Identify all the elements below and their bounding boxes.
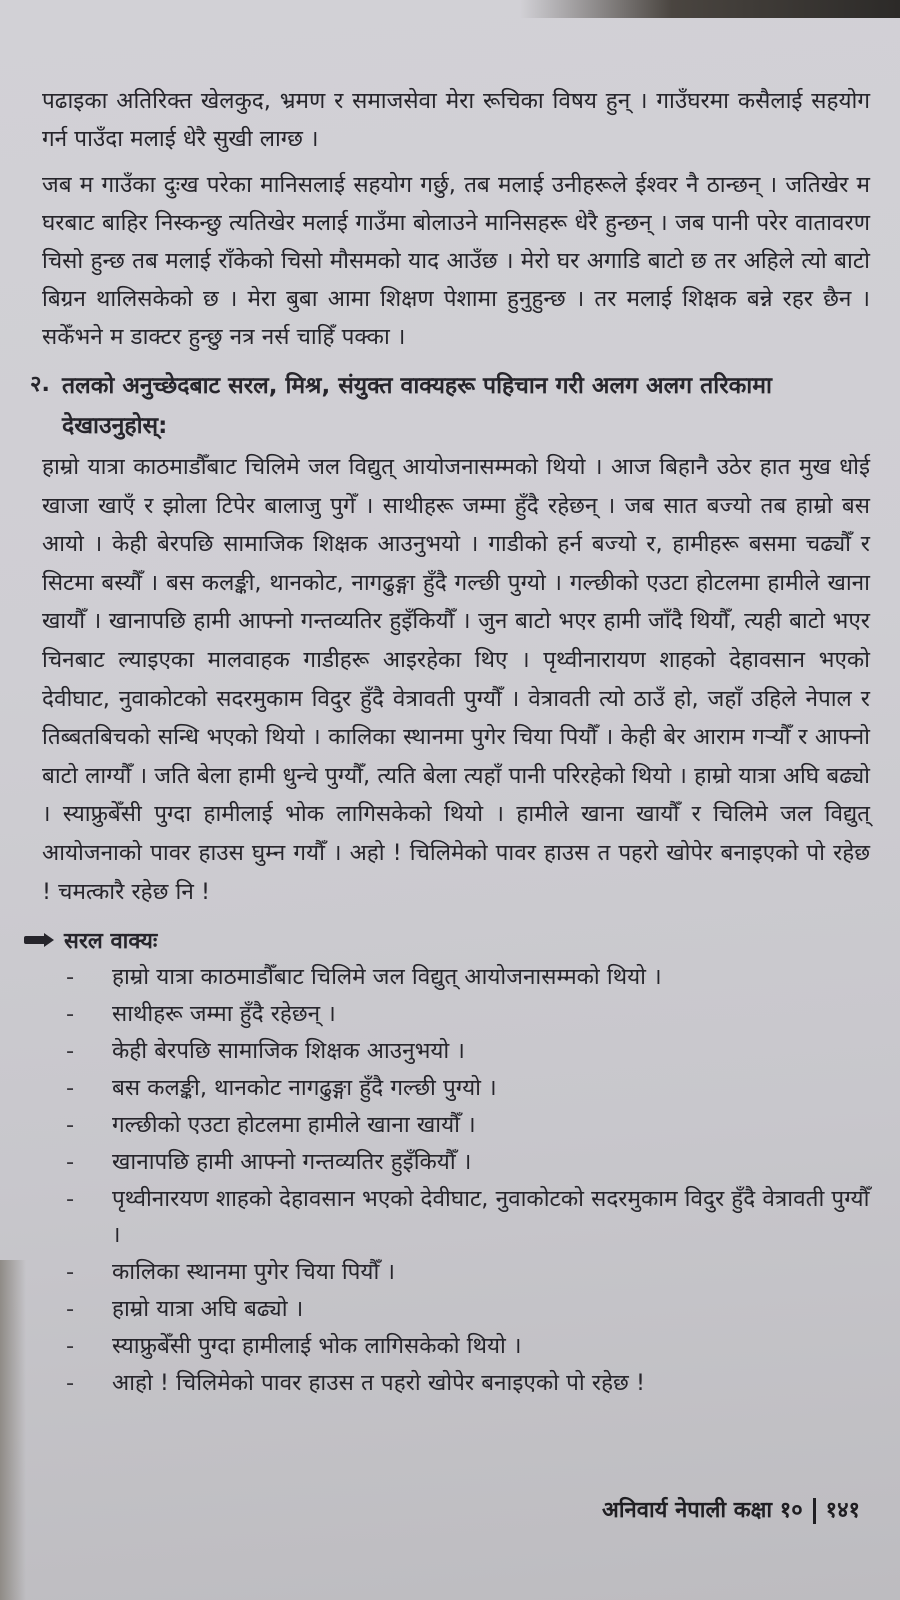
- pointing-hand-icon: [24, 933, 54, 947]
- list-item-text: खानापछि हामी आफ्नो गन्तव्यतिर हुइँकियौँ ।: [112, 1149, 472, 1176]
- paragraph-1: पढाइका अतिरिक्त खेलकुद, भ्रमण र समाजसेवा मेरा रूचिका विषय हुन् । गाउँघरमा कसैलाई सहयोग गर्न पाउँदा मलाई धेरै सुखी लाग्छ ।: [42, 88, 870, 152]
- dash-bullet: -: [66, 964, 75, 991]
- list-item: [66, 1070, 870, 1106]
- dash-bullet: -: [66, 1038, 75, 1065]
- dash-bullet: -: [66, 1370, 75, 1397]
- simple-sentence-list: [30, 959, 870, 1401]
- page-edge-left: [0, 1260, 26, 1600]
- question-number: २.: [30, 372, 50, 397]
- dash-bullet: -: [66, 1149, 75, 1176]
- list-item-text: कालिका स्थानमा पुगेर चिया पियौँ ।: [112, 1259, 395, 1286]
- page-number: १४१: [825, 1498, 860, 1523]
- list-item-text: हाम्रो यात्रा काठमाडौँबाट चिलिमे जल विद्युत् आयोजनासम्मको थियो ।: [112, 964, 662, 991]
- question-text: तलको अनुच्छेदबाट सरल, मिश्र, संयुक्त वाक्यहरू पहिचान गरी अलग अलग तरिकामा देखाउनुहोस्:: [62, 373, 772, 439]
- question-heading: [30, 366, 870, 446]
- dash-bullet: -: [66, 1112, 75, 1139]
- list-item-text: केही बेरपछि सामाजिक शिक्षक आउनुभयो ।: [112, 1038, 465, 1065]
- list-item-text: हाम्रो यात्रा अघि बढ्यो ।: [112, 1296, 304, 1323]
- page-content: [30, 82, 870, 1402]
- dash-bullet: -: [66, 1186, 75, 1213]
- list-item: [66, 1033, 870, 1069]
- paragraph-2: जब म गाउँका दुःख परेका मानिसलाई सहयोग गर्छु, तब मलाई उनीहरूले ईश्वर नै ठान्छन् । जतिखेर म घरबाट बाहिर निस्कन्छु त्यतिखेर मलाई गाउँमा बोलाउने मानिसहरू धेरै हुन्छन् । जब पानी परेर वातावरण चिसो हुन्छ तब मलाई राँकेको चिसो मौसमको याद आउँछ । मेरो घर अगाडि बाटो छ तर अहिले त्यो बाटो बिग्रन थालिसकेको छ । मेरा बुबा आमा शिक्षण पेशामा हुनुहुन्छ । तर मलाई शिक्षक बन्ने रहर छैन । सकेँभने म डाक्टर हुन्छु नत्र नर्स चाहिँ पक्का ।: [42, 172, 870, 350]
- list-item: [66, 1107, 870, 1143]
- list-item: [66, 996, 870, 1032]
- list-item: [66, 1254, 870, 1290]
- book-title: अनिवार्य नेपाली कक्षा १०: [602, 1498, 803, 1523]
- section-title: सरल वाक्यः: [64, 929, 158, 955]
- list-item: [66, 1181, 870, 1253]
- list-item: [66, 1328, 870, 1364]
- page-footer: [602, 1494, 860, 1524]
- list-item: [66, 1144, 870, 1180]
- list-item-text: आहो ! चिलिमेको पावर हाउस त पहरो खोपेर बनाइएको पो रहेछ !: [112, 1370, 645, 1397]
- dash-bullet: -: [66, 1333, 75, 1360]
- dash-bullet: -: [66, 1001, 75, 1028]
- section-heading: [24, 925, 870, 955]
- passage-text: हाम्रो यात्रा काठमाडौँबाट चिलिमे जल विद्युत् आयोजनासम्मको थियो । आज बिहानै उठेर हात मुख धोई खाजा खाएँ र झोला टिपेर बालाजु पुगेँ । साथीहरू जम्मा हुँदै रहेछन् । जब सात बज्यो तब हाम्रो बस आयो । केही बेरपछि सामाजिक शिक्षक आउनुभयो । गाडीको हर्न बज्यो र, हामीहरू बसमा चढ्यौँ र सिटमा बस्यौँ । बस कलङ्की, थानकोट, नागढुङ्गा हुँदै गल्छी पुग्यो । गल्छीको एउटा होटलमा हामीले खाना खायौँ । खानापछि हामी आफ्नो गन्तव्यतिर हुइँकियौँ । जुन बाटो भएर हामी जाँदै थियौँ, त्यही बाटो भएर चिनबाट ल्याइएका मालवाहक गाडीहरू आइरहेका थिए । पृथ्वीनारायण शाहको देहावसान भएको देवीघाट, नुवाकोटको सदरमुकाम विदुर हुँदै वेत्रावती पुग्यौँ । वेत्रावती त्यो ठाउँ हो, जहाँ उहिले नेपाल र तिब्बतबिचको सन्धि भएको थियो । कालिका स्थानमा पुगेर चिया पियौँ । केही बेर आराम गर्‍यौँ र आफ्नो बाटो लाग्यौँ । जति बेला हामी धुन्चे पुग्यौँ, त्यति बेला त्यहाँ पानी परिरहेको थियो । हाम्रो यात्रा अघि बढ्यो । स्याफ्रुबेँसी पुग्दा हामीलाई भोक लागिसकेको थियो । हामीले खाना खायौँ र चिलिमे जल विद्युत् आयोजनाको पावर हाउस घुम्न गयौँ । अहो ! चिलिमेको पावर हाउस त पहरो खोपेर बनाइएको पो रहेछ ! चमत्कारै रहेछ नि !: [42, 454, 870, 905]
- list-item-text: स्याफ्रुबेँसी पुग्दा हामीलाई भोक लागिसकेको थियो ।: [112, 1333, 522, 1360]
- list-item-text: पृथ्वीनारयण शाहको देहावसान भएको देवीघाट, नुवाकोटको सदरमुकाम विदुर हुँदै वेत्रावती पुग्यौँ ।: [112, 1186, 870, 1249]
- footer-divider: [813, 1498, 816, 1524]
- list-item-text: गल्छीको एउटा होटलमा हामीले खाना खायौँ ।: [112, 1112, 476, 1139]
- list-item-text: बस कलङ्की, थानकोट नागढुङ्गा हुँदै गल्छी पुग्यो ।: [112, 1075, 497, 1102]
- list-item: [66, 1291, 870, 1327]
- list-item-text: साथीहरू जम्मा हुँदै रहेछन् ।: [112, 1001, 336, 1028]
- dash-bullet: -: [66, 1075, 75, 1102]
- list-item: [66, 1365, 870, 1401]
- page-edge-shadow: [520, 0, 900, 18]
- list-item: [66, 959, 870, 995]
- dash-bullet: -: [66, 1296, 75, 1323]
- dash-bullet: -: [66, 1259, 75, 1286]
